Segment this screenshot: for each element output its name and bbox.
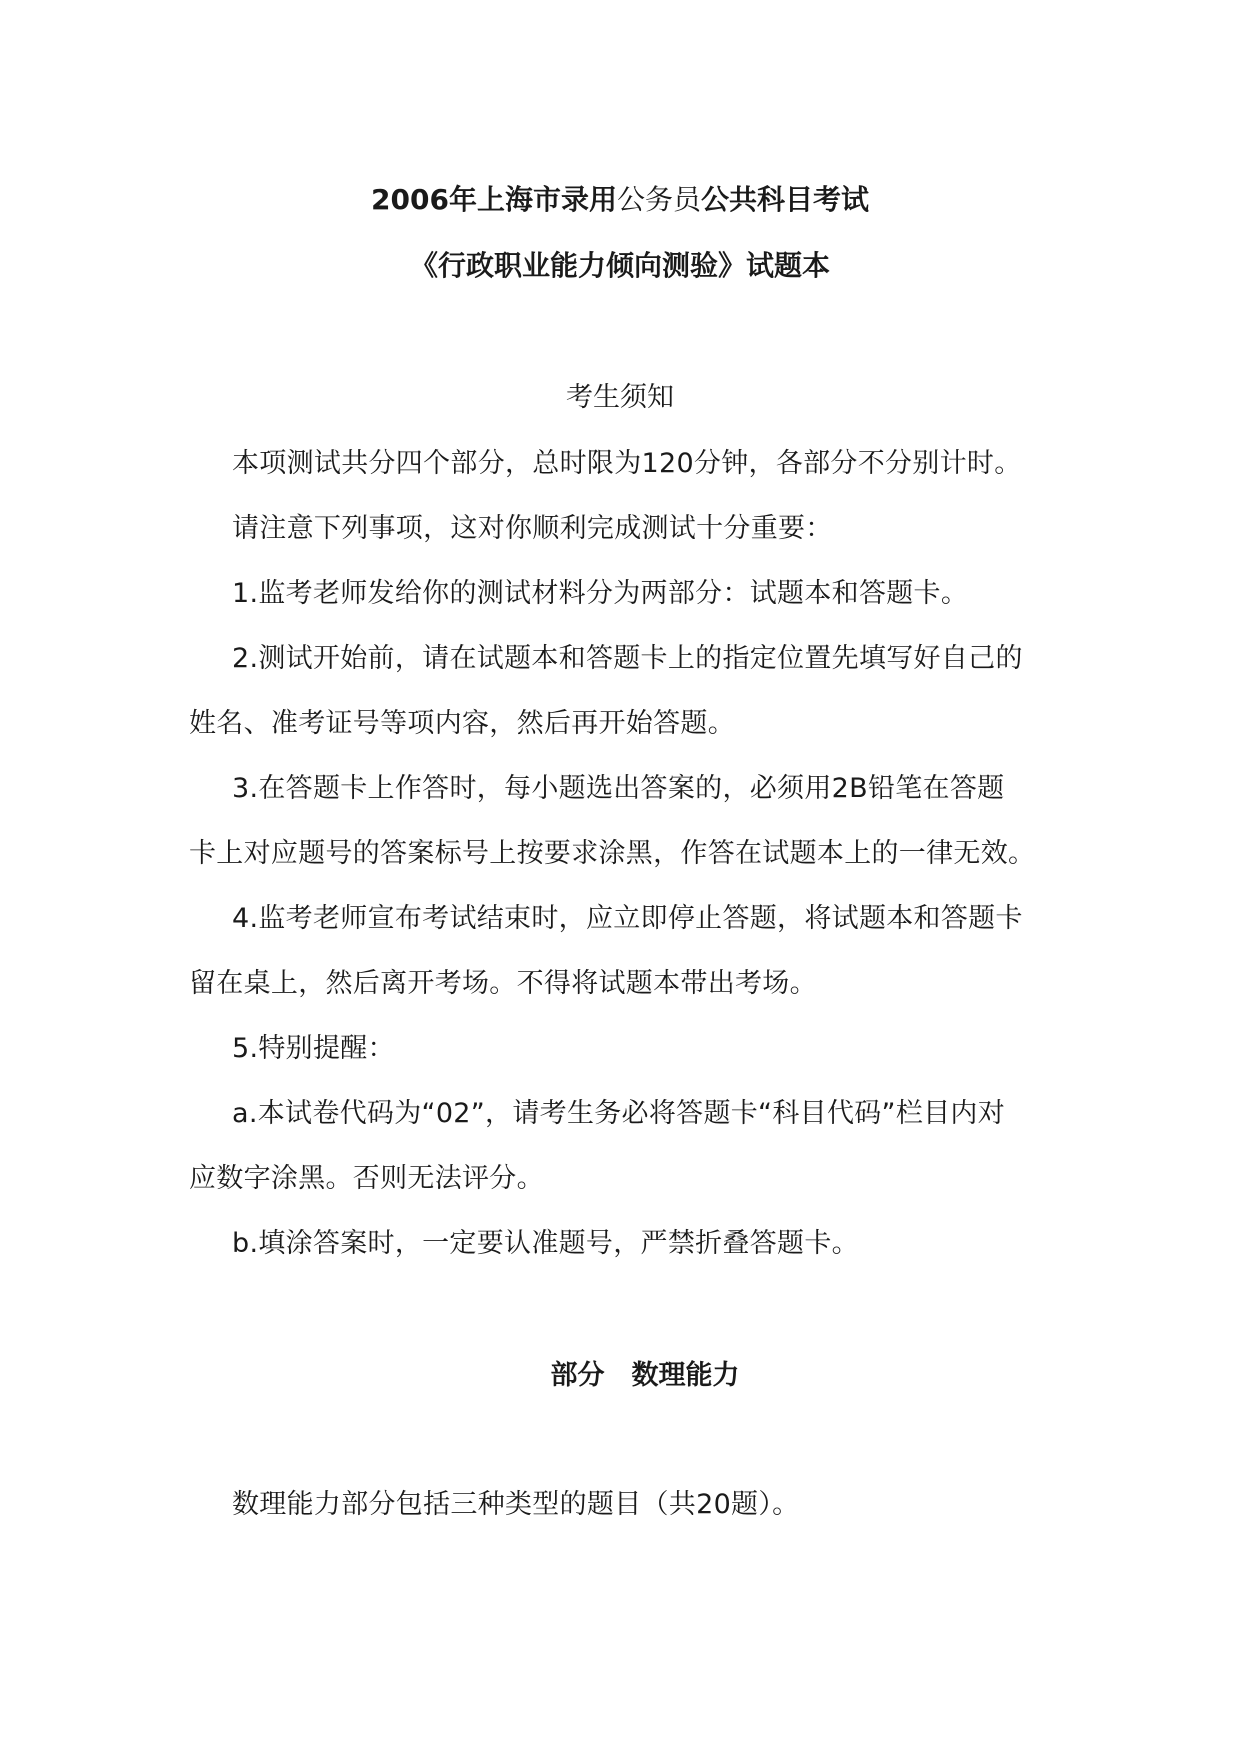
notice-line: a.本试卷代码为“02”，请考生务必将答题卡“科目代码”栏目内对 xyxy=(232,1098,1006,1129)
notice-line: 姓名、准考证号等项内容，然后再开始答题。 xyxy=(189,708,735,739)
notice-line: 应数字涂黑。否则无法评分。 xyxy=(189,1163,544,1194)
title-part-2: 公务员 xyxy=(616,183,701,216)
notice-line: b.填涂答案时，一定要认准题号，严禁折叠答题卡。 xyxy=(232,1228,859,1259)
title-part-3: 公共科目考试 xyxy=(700,183,869,216)
notice-line: 5.特别提醒： xyxy=(232,1033,395,1064)
notice-line: 本项测试共分四个部分，总时限为120分钟，各部分不分别计时。 xyxy=(232,448,1022,479)
document-subtitle: 《行政职业能力倾向测验》试题本 xyxy=(409,249,830,282)
notice-line: 4.监考老师宣布考试结束时，应立即停止答题，将试题本和答题卡 xyxy=(232,903,1023,934)
section-intro: 数理能力部分包括三种类型的题目（共20题）。 xyxy=(232,1489,800,1520)
notice-line: 请注意下列事项，这对你顺利完成测试十分重要： xyxy=(232,513,833,544)
notice-line: 留在桌上，然后离开考场。不得将试题本带出考场。 xyxy=(189,968,817,999)
section-heading: 部分 数理能力 xyxy=(550,1360,740,1391)
title-part-1: 2006年上海市录用 xyxy=(371,183,617,216)
notice-line: 3.在答题卡上作答时，每小题选出答案的，必须用2B铅笔在答题 xyxy=(232,773,1005,804)
notice-line: 1.监考老师发给你的测试材料分为两部分：试题本和答题卡。 xyxy=(232,578,969,609)
notice-line: 2.测试开始前，请在试题本和答题卡上的指定位置先填写好自己的 xyxy=(232,643,1023,674)
notice-line: 卡上对应题号的答案标号上按要求涂黑，作答在试题本上的一律无效。 xyxy=(189,838,1036,869)
document-title xyxy=(0,178,1240,218)
notice-heading: 考生须知 xyxy=(566,382,674,413)
